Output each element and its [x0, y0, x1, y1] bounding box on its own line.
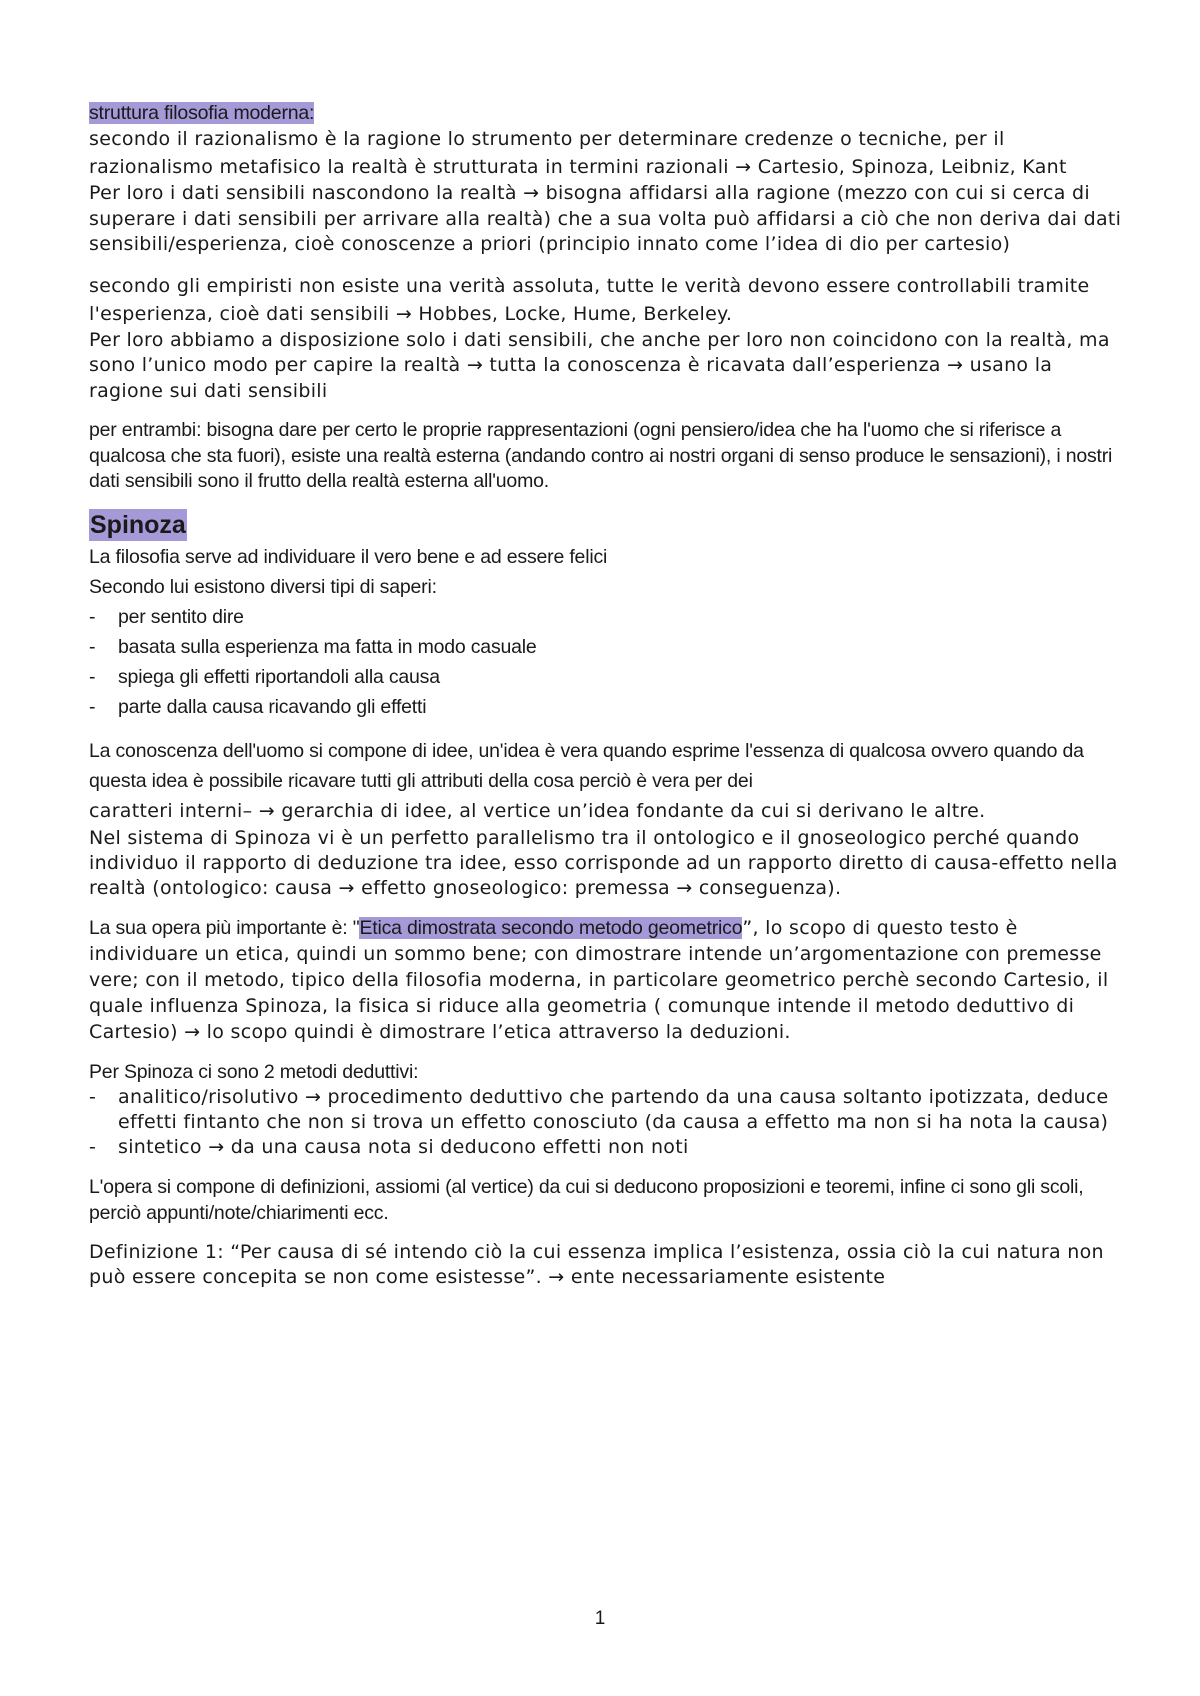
dash-bullet: -	[89, 695, 96, 718]
list-item-text: analitico/risolutivo → procedimento deduttivo che partendo da una causa soltanto ipotizzata, deduce effetti fintanto che non si trova un effetto conosciuto (da causa a effetto ma non si ha nota la causa)	[118, 1085, 1109, 1133]
saperi-list	[89, 602, 1129, 722]
list-item-text: parte dalla causa ricavando gli effetti	[118, 695, 427, 718]
dash-bullet: -	[89, 665, 96, 688]
opera-prefix: La sua opera più importante è: "	[89, 916, 360, 939]
paragraph-razionalismo: secondo il razionalismo è la ragione lo strumento per determinare credenze o tecniche, per il razionalismo metafisico la realtà è strutturata in termini razionali → Cartesio, Spinoza, Leibniz, Kant	[89, 128, 1067, 178]
saperi-intro: Secondo lui esistono diversi tipi di saperi:	[89, 575, 437, 598]
list-item-text: basata sulla esperienza ma fatta in modo casuale	[118, 635, 537, 658]
paragraph-parallelismo: Nel sistema di Spinoza vi è un perfetto parallelismo tra il ontologico e il gnoseologico perché quando individuo il rapporto di deduzione tra idee, esso corrisponde ad un rapporto diretto di causa-effetto nella realtà (ontologico: causa → effetto gnoseologico: premessa → conseguenza).	[89, 826, 1118, 899]
document-page	[89, 100, 1129, 1290]
list-item	[89, 692, 1129, 722]
paragraph-empiristi: secondo gli empiristi non esiste una verità assoluta, tutte le verità devono essere controllabili tramite l'esperienza, cioè dati sensibili → Hobbes, Locke, Hume, Berkeley.	[89, 274, 1090, 325]
dash-bullet: -	[89, 1085, 97, 1108]
metodi-intro: Per Spinoza ci sono 2 metodi deduttivi:	[89, 1060, 419, 1083]
paragraph-filosofia: La filosofia serve ad individuare il vero bene e ad essere felici	[89, 545, 608, 568]
paragraph-conoscenza: La conoscenza dell'uomo si compone di idee, un'idea è vera quando esprime l'essenza di qualcosa ovvero quando da questa idea è possibile ricavare tutti gli attributi della cosa perciò è vera per dei	[89, 739, 1084, 792]
list-item	[89, 662, 1129, 692]
paragraph-conoscenza-gerarchia: caratteri interni– → gerarchia di idee, al vertice un’idea fondante da cui si derivano le altre.	[89, 799, 986, 822]
paragraph-entrambi: per entrambi: bisogna dare per certo le proprie rappresentazioni (ogni pensiero/idea che ha l'uomo che si riferisce a qualcosa che sta fuori), esiste una realtà esterna (andando contro ai nostri organi di senso produce le sensazioni), i nostri dati sensibili sono il frutto della realtà esterna all'uomo.	[89, 419, 1113, 492]
paragraph-opera	[89, 915, 1129, 1045]
paragraph-definizione-1: Definizione 1: “Per causa di sé intendo ciò la cui essenza implica l’esistenza, ossia ciò la cui natura non può essere concepita se non come esistesse”. → ente necessariamente esistente	[89, 1240, 1104, 1288]
list-item	[89, 1085, 1129, 1135]
list-item-text: per sentito dire	[118, 605, 244, 628]
list-item	[89, 602, 1129, 632]
page-number: 1	[594, 1608, 606, 1629]
list-item	[89, 632, 1129, 662]
section-title-spinoza: Spinoza	[90, 510, 186, 539]
intro-heading-highlight: struttura filosofia moderna:	[89, 102, 315, 124]
dash-bullet: -	[89, 605, 96, 628]
list-item-text: spiega gli effetti riportandoli alla causa	[118, 665, 440, 688]
paragraph-empiristi-dati: Per loro abbiamo a disposizione solo i dati sensibili, che anche per loro non coincidono con la realtà, ma sono l’unico modo per capire la realtà → tutta la conoscenza è ricavata dall’esperienza → usano la ragione sui dati sensibili	[89, 328, 1110, 402]
paragraph-razionalismo-dati: Per loro i dati sensibili nascondono la realtà → bisogna affidarsi alla ragione (mezzo con cui si cerca di superare i dati sensibili per arrivare alla realtà) che a sua volta può affidarsi a ciò che non deriva dai dati sensibili/esperienza, cioè conoscenze a priori (principio innato come l’idea di dio per cartesio)	[89, 182, 1122, 255]
opera-suffix: ”, lo scopo di questo testo è individuare un etica, quindi un sommo bene; con dimostrare intende un’argomentazione con premesse vere; con il metodo, tipico della filosofia moderna, in particolare geometrico perchè secondo Cartesio, il quale influenza Spinoza, la fisica si riduce alla geometria ( comunque intende il metodo deduttivo di Cartesio) → lo scopo quindi è dimostrare l’etica attraverso la deduzioni.	[89, 916, 1109, 1043]
paragraph-composizione: L'opera si compone di definizioni, assiomi (al vertice) da cui si deducono proposizioni e teoremi, infine ci sono gli scoli, perciò appunti/note/chiarimenti ecc.	[89, 1175, 1084, 1224]
dash-bullet: -	[89, 1135, 97, 1158]
list-item-text: sintetico → da una causa nota si deducono effetti non noti	[118, 1135, 689, 1158]
intro-heading	[89, 100, 1129, 126]
opera-title-highlight: Etica dimostrata secondo metodo geometrico	[359, 916, 743, 939]
dash-bullet: -	[89, 635, 96, 658]
metodi-list	[89, 1085, 1129, 1160]
list-item	[89, 1135, 1129, 1160]
